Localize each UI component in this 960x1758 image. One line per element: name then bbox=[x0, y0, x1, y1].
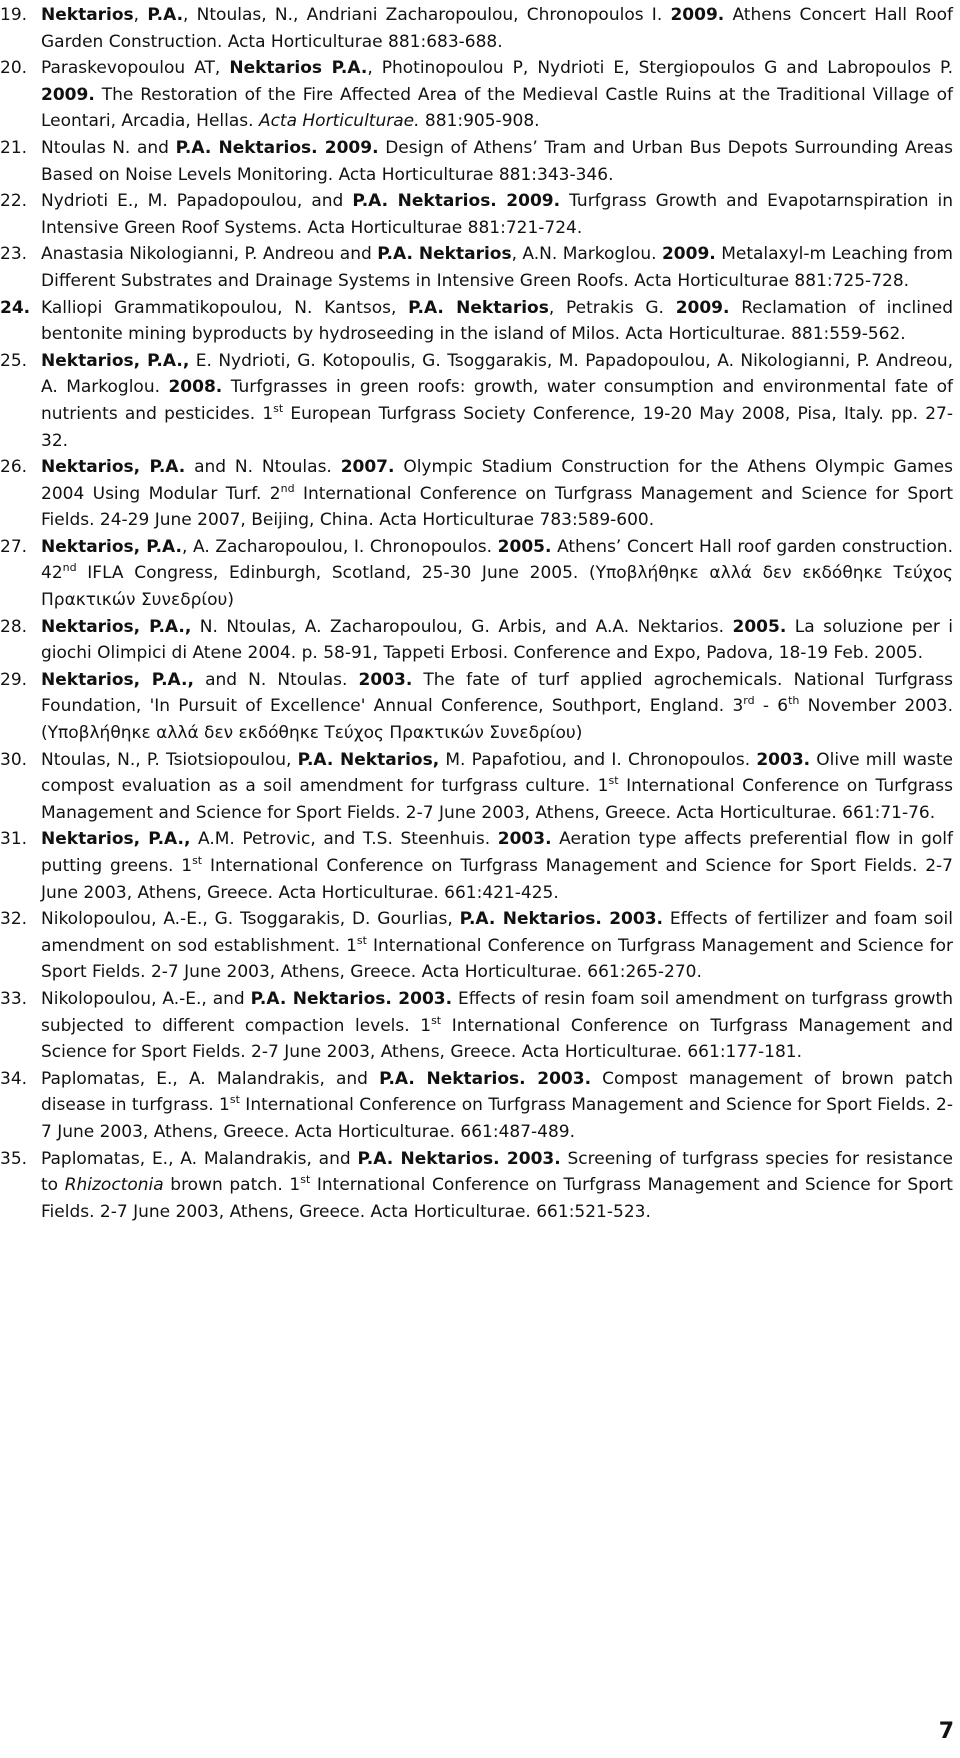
reference-number: 35. bbox=[0, 1148, 28, 1169]
text-run: and N. Ntoulas. bbox=[193, 669, 359, 690]
reference-text bbox=[41, 188, 953, 241]
reference-number: 31. bbox=[0, 829, 28, 850]
reference-number: 26. bbox=[0, 457, 28, 478]
reference-number: 34. bbox=[0, 1068, 28, 1089]
bold-text: 2009. bbox=[675, 297, 730, 318]
reference-text bbox=[41, 667, 953, 747]
bold-text: Nektarios bbox=[41, 5, 134, 25]
text-run: International Conference on Turfgrass Management and Science for Sport Fields. 2-7 June 2003, Athens, Greece. Acta Horticulturae. 661:71-76. bbox=[41, 776, 953, 823]
bold-text: 2009. bbox=[661, 244, 716, 265]
reference-text bbox=[41, 906, 953, 986]
reference-number: 24. bbox=[0, 297, 31, 318]
text-run: M. Papafotiou, and I. Chronopoulos. bbox=[439, 749, 757, 770]
text-run: International Conference on Turfgrass Management and Science for Sport Fields. 24-29 June 2007, Beijing, China. Acta Horticulturae 783:589-600. bbox=[41, 483, 953, 531]
bold-text: P.A. Nektarios, bbox=[297, 749, 440, 770]
bold-text: 2009. bbox=[670, 5, 725, 25]
superscript: st bbox=[431, 1013, 442, 1027]
text-run: Compost management of brown patch disease in turfgrass. 1 bbox=[41, 1068, 954, 1116]
reference-text bbox=[41, 454, 953, 534]
text-run: IFLA Congress, Edinburgh, Scotland, 25-30 June 2005. (Υποβλήθηκε αλλά δεν εκδόθηκε Τεύχος Πρακτικών Συνεδρίου) bbox=[41, 563, 953, 611]
reference-number: 23. bbox=[0, 244, 28, 265]
text-run: International Conference on Turfgrass Management and Science for Sport Fields. 2-7 June 2003, Athens, Greece. Acta Horticulturae. 661:265-270. bbox=[41, 935, 954, 983]
reference-text bbox=[41, 55, 953, 135]
superscript: st bbox=[229, 1093, 240, 1107]
text-run: E. Nydrioti, G. Kotopoulis, G. Tsoggarakis, M. Papadopoulou, A. Nikologianni, P. Andreou, A. Markoglou. bbox=[41, 350, 954, 398]
text-run: November 2003. (Υποβλήθηκε αλλά δεν εκδόθηκε Τεύχος Πρακτικών Συνεδρίου) bbox=[41, 696, 953, 744]
text-run: brown patch. 1 bbox=[163, 1175, 301, 1196]
bold-text: P.A. Nektarios. 2003. bbox=[250, 988, 453, 1009]
bold-text: 2005. bbox=[497, 536, 552, 557]
text-run: N. Ntoulas, A. Zacharopoulou, G. Arbis, and A.A. Nektarios. bbox=[191, 616, 733, 637]
reference-number: 20. bbox=[0, 58, 28, 79]
reference-item bbox=[0, 188, 953, 241]
text-run: Nydrioti E., M. Papadopoulou, and bbox=[41, 191, 353, 212]
text-run: , A. Zacharopoulou, I. Chronopoulos. bbox=[181, 536, 498, 557]
reference-text bbox=[41, 241, 953, 294]
text-run: Olympic Stadium Construction for the Athens Olympic Games 2004 Using Modular Turf. 2 bbox=[41, 457, 953, 504]
reference-text bbox=[41, 1146, 953, 1226]
bold-text: P.A. Nektarios. 2009. bbox=[352, 191, 561, 212]
bold-text: 2005. bbox=[732, 616, 787, 637]
bold-text: Nektarios, P.A., bbox=[41, 616, 192, 637]
text-run: Ntoulas N. and bbox=[41, 137, 176, 158]
bold-text: 2007. bbox=[340, 457, 395, 478]
reference-text bbox=[41, 826, 953, 906]
text-run: European Turfgrass Society Conference, 19-20 May 2008, Pisa, Italy. pp. 27-32. bbox=[41, 403, 953, 451]
reference-item bbox=[0, 747, 953, 827]
bold-text: Nektarios P.A. bbox=[229, 58, 368, 79]
bold-text: Nektarios, P.A. bbox=[41, 457, 186, 478]
reference-text bbox=[41, 534, 953, 614]
superscript: st bbox=[273, 401, 284, 415]
superscript: th bbox=[788, 694, 800, 708]
bold-text: Nektarios, P.A. bbox=[41, 536, 182, 557]
bold-text: P.A. bbox=[147, 5, 184, 25]
text-run: Metalaxyl-m Leaching from Different Substrates and Drainage Systems in Intensive Green Roofs. Acta Horticulturae 881:725-728. bbox=[41, 244, 953, 291]
reference-text bbox=[41, 2, 953, 55]
text-run: Effects of fertilizer and foam soil amendment on sod establishment. 1 bbox=[41, 909, 953, 956]
bold-text: P.A. Nektarios bbox=[377, 244, 512, 265]
text-run: 881:905-908. bbox=[419, 111, 540, 132]
reference-item bbox=[0, 241, 953, 294]
text-run: La soluzione per i giochi Olimpici di Atene 2004. p. 58-91, Tappeti Erbosi. Conference and Expo, Padova, 18-19 Feb. 2005. bbox=[41, 616, 954, 664]
reference-number: 19. bbox=[0, 5, 28, 25]
text-run: Design of Athens’ Tram and Urban Bus Depots Surrounding Areas Based on Noise Levels Monitoring. Acta Horticulturae 881:343-346. bbox=[41, 137, 954, 185]
text-run: Nikolopoulou, A.-E., and bbox=[41, 988, 251, 1009]
text-run: Kalliopi Grammatikopoulou, N. Kantsos, bbox=[41, 297, 409, 318]
text-run: A.M. Petrovic, and T.S. Steenhuis. bbox=[190, 829, 498, 850]
text-run: Nikolopoulou, A.-E., G. Tsoggarakis, D. Gourlias, bbox=[41, 909, 460, 930]
text-run: Paraskevopoulou AT, bbox=[41, 58, 230, 79]
superscript: st bbox=[608, 774, 619, 788]
bold-text: P.A. Nektarios bbox=[408, 297, 549, 318]
text-run: Ntoulas, N., P. Tsiotsiopoulou, bbox=[41, 749, 298, 770]
superscript: nd bbox=[62, 561, 77, 575]
reference-item bbox=[0, 2, 953, 55]
text-run: - 6 bbox=[754, 696, 789, 717]
reference-item bbox=[0, 1146, 953, 1226]
superscript: st bbox=[300, 1173, 311, 1187]
reference-item bbox=[0, 135, 953, 188]
text-run: Anastasia Nikologianni, P. Andreou and bbox=[41, 244, 378, 265]
text-run: The Restoration of the Fire Affected Area of the Medieval Castle Ruins at the Traditional Village of Leontari, Arcadia, Hellas. bbox=[41, 84, 953, 132]
text-run: Athens’ Concert Hall roof garden construction. 42 bbox=[41, 536, 953, 584]
reference-number: 25. bbox=[0, 350, 28, 371]
text-run: Reclamation of inclined bentonite mining byproducts by hydroseeding in the island of Milos. Acta Horticulturae. 881:559-562. bbox=[41, 297, 953, 345]
reference-item bbox=[0, 348, 953, 454]
reference-item bbox=[0, 55, 953, 135]
reference-number: 29. bbox=[0, 669, 28, 690]
reference-number: 22. bbox=[0, 191, 28, 212]
superscript: st bbox=[356, 933, 367, 947]
bold-text: 2008. bbox=[168, 377, 223, 398]
text-run: Paplomatas, E., A. Malandrakis, and bbox=[41, 1148, 358, 1169]
text-run: The fate of turf applied agrochemicals. National Turfgrass Foundation, 'In Pursuit of Excellence' Annual Conference, Southport, England. 3 bbox=[41, 669, 954, 717]
text-run: Turfgrass Growth and Evapotarnspiration in Intensive Green Roof Systems. Acta Horticulturae 881:721-724. bbox=[41, 191, 953, 238]
bold-text: Nektarios, P.A., bbox=[41, 829, 191, 850]
bold-text: 2003. bbox=[756, 749, 811, 770]
bold-text: Nektarios, P.A., bbox=[41, 669, 194, 690]
text-run: , Ntoulas, N., Andriani Zacharopoulou, Chronopoulos I. bbox=[183, 5, 671, 25]
bold-text: P.A. Nektarios. 2003. bbox=[459, 909, 663, 930]
reference-item bbox=[0, 614, 953, 667]
bold-text: Nektarios, P.A., bbox=[41, 350, 190, 371]
reference-list bbox=[0, 2, 953, 1225]
text-run: Screening of turfgrass species for resistance to bbox=[41, 1148, 953, 1196]
text-run: and N. Ntoulas. bbox=[185, 457, 341, 478]
reference-item bbox=[0, 826, 953, 906]
reference-item bbox=[0, 986, 953, 1066]
italic-text: Acta Horticulturae. bbox=[258, 111, 420, 132]
text-run: Aeration type affects preferential flow in golf putting greens. 1 bbox=[41, 829, 953, 876]
superscript: st bbox=[192, 854, 203, 867]
page-number: 7 bbox=[938, 1719, 954, 1744]
reference-text bbox=[41, 348, 953, 454]
reference-item bbox=[0, 906, 953, 986]
reference-text bbox=[41, 135, 953, 188]
reference-number: 33. bbox=[0, 988, 28, 1009]
reference-number: 30. bbox=[0, 749, 28, 770]
text-run: International Conference on Turfgrass Management and Science for Sport Fields. 2-7 June 2003, Athens, Greece. Acta Horticulturae. 661:177-181. bbox=[41, 1015, 953, 1063]
reference-item bbox=[0, 295, 953, 348]
bold-text: P.A. Nektarios. 2003. bbox=[379, 1068, 592, 1089]
reference-item bbox=[0, 454, 953, 534]
bold-text: 2003. bbox=[497, 829, 552, 850]
reference-item bbox=[0, 667, 953, 747]
superscript: rd bbox=[743, 694, 755, 708]
reference-number: 28. bbox=[0, 616, 28, 637]
bold-text: P.A. Nektarios. 2009. bbox=[175, 137, 379, 158]
reference-text bbox=[41, 614, 953, 667]
italic-text: Rhizoctonia bbox=[64, 1175, 164, 1196]
text-run: International Conference on Turfgrass Management and Science for Sport Fields. 2-7 June 2003, Athens, Greece. Acta Horticulturae. 661:487-489. bbox=[41, 1095, 953, 1142]
reference-number: 21. bbox=[0, 137, 28, 158]
text-run: , A.N. Markoglou. bbox=[511, 244, 662, 265]
reference-text bbox=[41, 986, 953, 1066]
text-run: Olive mill waste compost evaluation as a soil amendment for turfgrass culture. 1 bbox=[41, 749, 953, 797]
bold-text: 2003. bbox=[358, 669, 413, 690]
text-run: , Petrakis G. bbox=[548, 297, 676, 318]
text-run: Turfgrasses in green roofs: growth, water consumption and environmental fate of nutrients and pesticides. 1 bbox=[41, 377, 953, 424]
reference-text bbox=[41, 747, 953, 827]
bold-text: 2009. bbox=[41, 84, 95, 105]
reference-number: 27. bbox=[0, 536, 28, 557]
bold-text: P.A. Nektarios. 2003. bbox=[357, 1148, 561, 1169]
text-run: , bbox=[133, 5, 148, 25]
reference-item bbox=[0, 534, 953, 614]
text-run: International Conference on Turfgrass Management and Science for Sport Fields. 2-7 June 2003, Athens, Greece. Acta Horticulturae. 661:421-425. bbox=[41, 856, 953, 903]
text-run: , Photinopoulou P, Nydrioti E, Stergiopoulos G and Labropoulos P. bbox=[367, 58, 953, 79]
superscript: nd bbox=[280, 481, 295, 495]
text-run: International Conference on Turfgrass Management and Science for Sport Fields. 2-7 June 2003, Athens, Greece. Acta Horticulturae. 661:521-523. bbox=[41, 1175, 953, 1222]
reference-number: 32. bbox=[0, 909, 28, 930]
reference-item bbox=[0, 1066, 953, 1146]
text-run: Effects of resin foam soil amendment on turfgrass growth subjected to different compaction levels. 1 bbox=[41, 988, 953, 1036]
reference-text bbox=[41, 295, 953, 348]
reference-text bbox=[41, 1066, 953, 1146]
text-run: Athens Concert Hall Roof Garden Construction. Acta Horticulturae 881:683-688. bbox=[41, 5, 954, 52]
text-run: Paplomatas, E., A. Malandrakis, and bbox=[41, 1068, 380, 1089]
